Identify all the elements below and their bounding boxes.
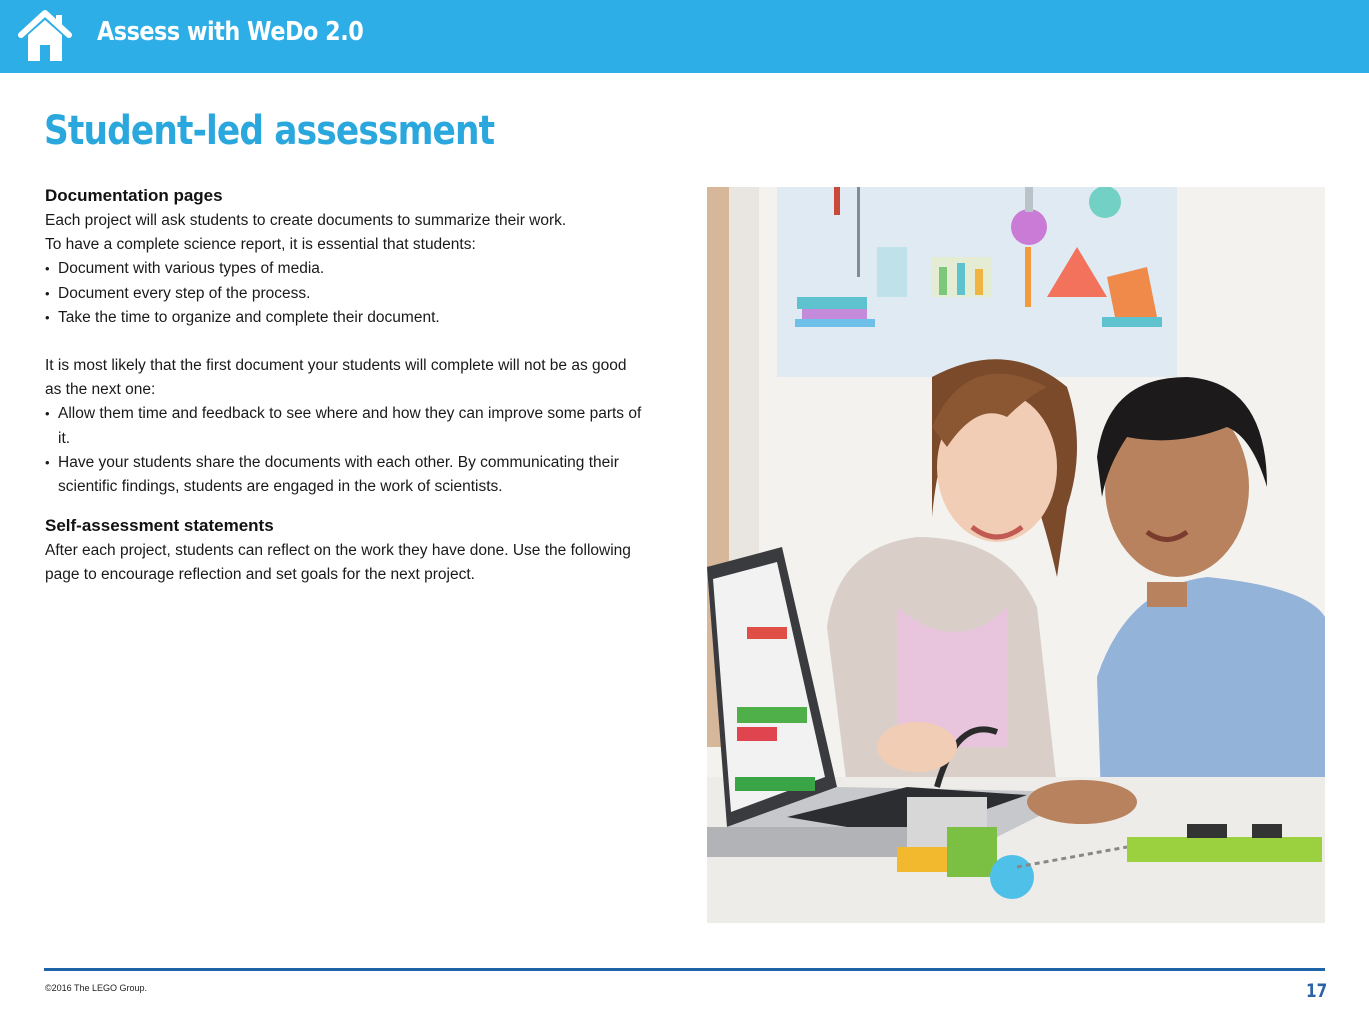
paragraph: It is most likely that the first document your students will complete will not be as good as the next one: — [45, 357, 627, 399]
page-number: 17 — [1306, 980, 1328, 1002]
footer-divider — [44, 968, 1325, 971]
app-title: Assess with WeDo 2.0 — [97, 17, 364, 47]
header-bar — [0, 0, 1369, 73]
bullet-list — [45, 257, 645, 330]
copyright-text: ©2016 The LEGO Group. — [45, 983, 148, 993]
page-title: Student-led assessment — [44, 108, 495, 154]
list-item: • Document every step of the process. — [45, 282, 645, 306]
list-item: • Allow them time and feedback to see where and how they can improve some parts of it. — [45, 402, 645, 450]
home-button[interactable] — [15, 6, 75, 66]
paragraph-line: To have a complete science report, it is essential that students: — [45, 236, 476, 254]
bullet-list — [45, 402, 645, 499]
students-photo — [707, 187, 1325, 923]
content-column — [45, 183, 645, 588]
list-item: • Document with various types of media. — [45, 257, 645, 281]
section-heading-self-assessment: Self-assessment statements — [45, 516, 274, 536]
list-item: • Take the time to organize and complete their document. — [45, 306, 645, 330]
list-item: • Have your students share the documents with each other. By communicating their scientific findings, students are engaged in the work of scientists. — [45, 451, 645, 499]
paragraph-line: Each project will ask students to create documents to summarize their work. — [45, 212, 567, 229]
home-icon — [15, 6, 75, 66]
paragraph: After each project, students can reflect on the work they have done. Use the following page to encourage reflection and set goals for the next project. — [45, 542, 631, 584]
section-heading-documentation: Documentation pages — [45, 186, 223, 205]
